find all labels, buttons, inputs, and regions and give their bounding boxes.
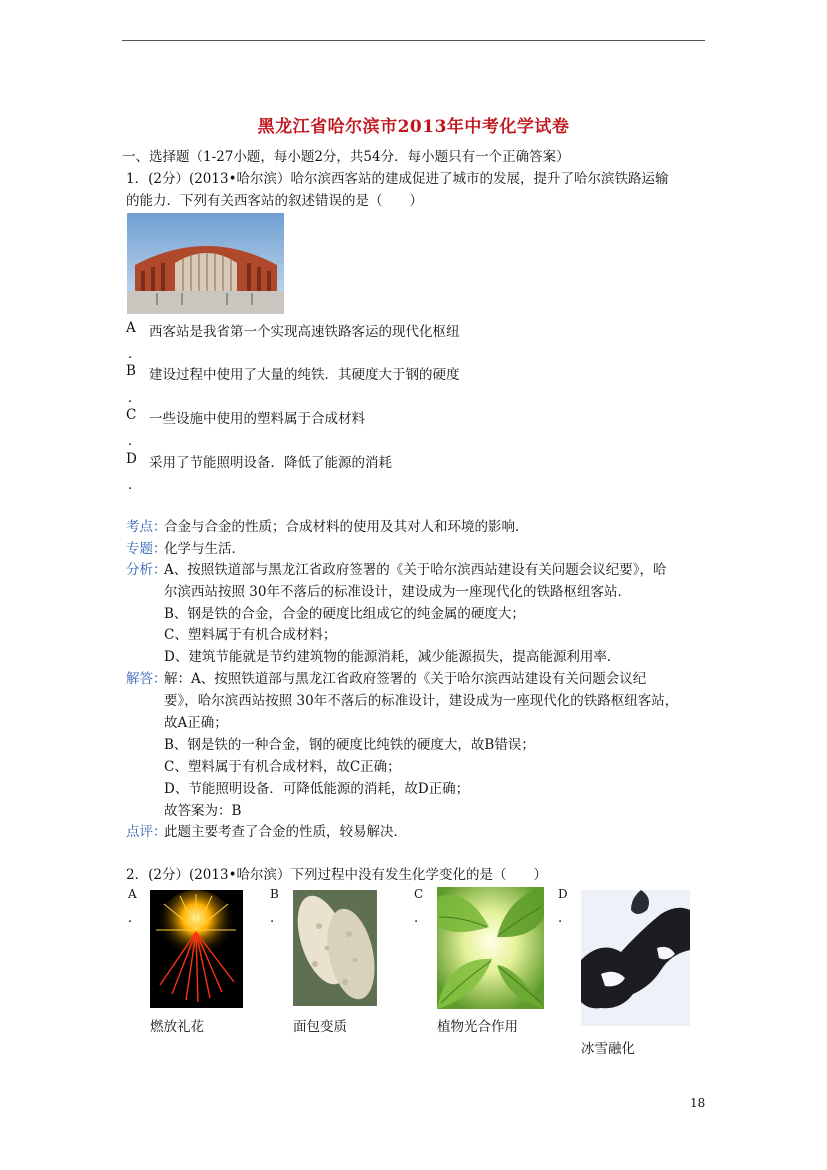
fenxi-line: C、塑料属于有机合成材料； — [164, 627, 337, 643]
q2-option-b-letter: B — [270, 887, 279, 901]
q1-stem-line2: 的能力．下列有关西客站的叙述错误的是（ ） — [126, 193, 423, 209]
q1-option-a: 西客站是我省第一个实现高速铁路客运的现代化枢纽 — [149, 324, 460, 340]
fenxi-line: 尔滨西站按照 30年不落后的标准设计，建设成为一座现代化的铁路枢纽客站． — [164, 584, 631, 600]
q2-caption-b: 面包变质 — [293, 1019, 347, 1035]
jieda-line: C、塑料属于有机合成材料，故C正确； — [164, 759, 401, 775]
jieda-line: B、钢是铁的一种合金，钢的硬度比纯铁的硬度大，故B错误； — [164, 737, 535, 753]
q1-option-b: 建设过程中使用了大量的纯铁．其硬度大于钢的硬度 — [149, 367, 460, 383]
option-dot: ． — [128, 477, 142, 493]
fenxi-line: B、钢是铁的合金，合金的硬度比组成它的纯金属的硬度大； — [164, 606, 525, 622]
kaodian-label: 考点： — [126, 519, 167, 535]
jieda-line: 故答案为：B — [164, 803, 242, 819]
zhuanti-label: 专题： — [126, 541, 167, 557]
header-rule — [122, 40, 705, 41]
q1-stem-line1: 1．(2分）(2013•哈尔滨）哈尔滨西客站的建成促进了城市的发展，提升了哈尔滨铁路运输 — [126, 171, 669, 187]
option-dot: ． — [270, 910, 284, 926]
q1-option-c-letter: C — [126, 407, 137, 423]
bread-photo — [293, 890, 377, 1006]
option-dot: ． — [128, 346, 142, 362]
q2-stem: 2．(2分）(2013•哈尔滨）下列过程中没有发生化学变化的是（ ） — [126, 867, 548, 883]
melting-snow-photo — [581, 890, 690, 1026]
option-dot: ． — [558, 910, 572, 926]
q2-option-a-letter: A — [128, 887, 137, 901]
kaodian-text: 合金与合金的性质；合成材料的使用及其对人和环境的影响． — [164, 519, 529, 535]
option-dot: ． — [128, 390, 142, 406]
jieda-line: 故A正确； — [164, 715, 228, 731]
jieda-line: D、节能照明设备．可降低能源的消耗，故D正确； — [164, 781, 470, 797]
q1-option-d: 采用了节能照明设备．降低了能源的消耗 — [149, 455, 392, 471]
fireworks-photo — [150, 890, 243, 1008]
jieda-label: 解答： — [126, 671, 167, 687]
fenxi-line: A、按照铁道部与黑龙江省政府签署的《关于哈尔滨西站建设有关问题会议纪要》，哈 — [164, 562, 667, 578]
fenxi-label: 分析： — [126, 562, 167, 578]
jieda-line: 解：A、按照铁道部与黑龙江省政府签署的《关于哈尔滨西站建设有关问题会议纪 — [164, 671, 647, 687]
q1-option-a-letter: A — [126, 320, 136, 336]
dianping-text: 此题主要考查了合金的性质，较易解决． — [164, 824, 407, 840]
section-heading: 一、选择题（1-27小题，每小题2分，共54分．每小题只有一个正确答案） — [122, 149, 570, 165]
q2-option-d-letter: D — [558, 887, 568, 901]
fenxi-line: D、建筑节能就是节约建筑物的能源消耗，减少能源损失，提高能源利用率． — [164, 649, 621, 665]
q1-option-c: 一些设施中使用的塑料属于合成材料 — [149, 411, 365, 427]
q2-option-c-letter: C — [414, 887, 424, 901]
q2-caption-a: 燃放礼花 — [150, 1019, 204, 1035]
page-title: 黑龙江省哈尔滨市2013年中考化学试卷 — [257, 117, 570, 137]
q2-caption-c: 植物光合作用 — [437, 1019, 518, 1035]
dianping-label: 点评： — [126, 824, 167, 840]
q1-option-b-letter: B — [126, 363, 136, 379]
leaves-photo — [437, 887, 544, 1009]
jieda-line: 要》，哈尔滨西站按照 30年不落后的标准设计，建设成为一座现代化的铁路枢纽客站， — [164, 693, 679, 709]
zhuanti-text: 化学与生活． — [164, 541, 245, 557]
option-dot: ． — [128, 433, 142, 449]
station-photo — [127, 213, 284, 314]
q1-option-d-letter: D — [126, 451, 137, 467]
q2-caption-d: 冰雪融化 — [581, 1041, 635, 1057]
option-dot: ． — [414, 910, 428, 926]
option-dot: ． — [128, 910, 142, 926]
page-number: 18 — [690, 1096, 706, 1110]
